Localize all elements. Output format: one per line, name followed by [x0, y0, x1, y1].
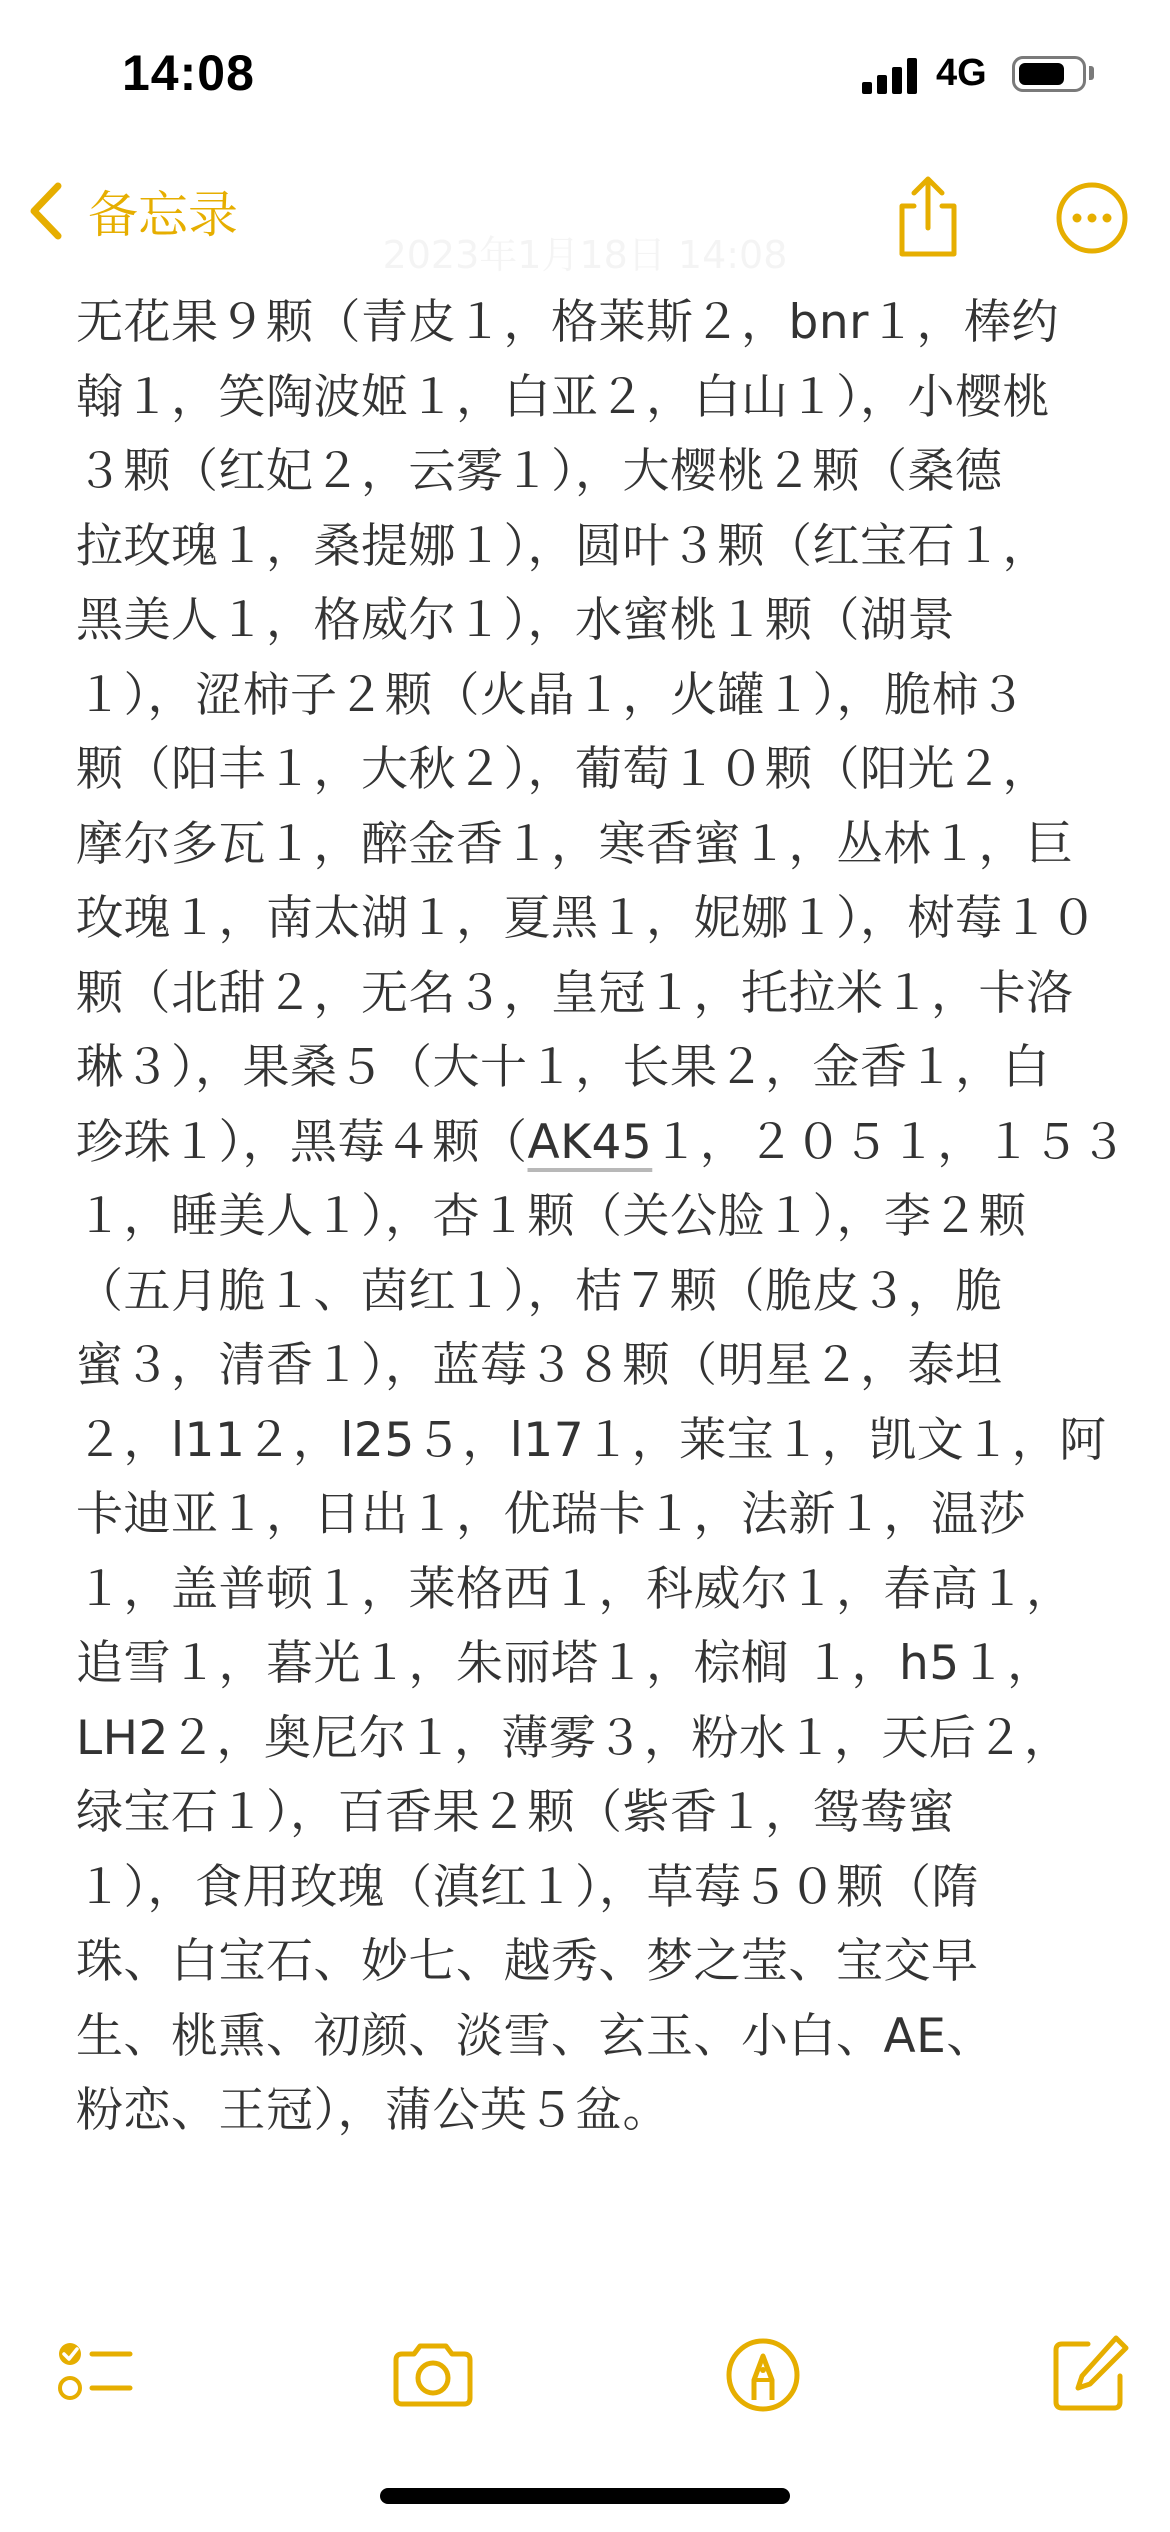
note-line: 拉玫瑰１，桑提娜１），圆叶３颗（红宝石１，	[76, 518, 1050, 574]
note-line: LH2２，奥尼尔１，薄雾３，粉水１，天后２，	[76, 1710, 1072, 1766]
note-line: １，睡美人１），杏１颗（关公脸１），李２颗	[76, 1189, 1027, 1244]
note-line: １），食用玫瑰（滇红１），草莓５０颗（隋	[76, 1859, 979, 1915]
note-text: １，２０５１，１５３	[652, 1114, 1128, 1170]
more-icon[interactable]	[1054, 180, 1130, 256]
home-indicator[interactable]	[380, 2488, 790, 2504]
note-line: 卡迪亚１，日出１，优瑞卡１，法新１，温莎	[76, 1487, 1026, 1542]
note-line: 颗（阳丰１，大秋２），葡萄１０颗（阳光２，	[76, 742, 1050, 797]
note-line	[76, 1106, 1128, 1181]
note-line: 琳３），果桑５（大十１，长果２，金香１，白	[76, 1040, 1050, 1095]
chevron-left-icon	[22, 176, 80, 246]
note-line: 蜜３，清香１），蓝莓３８颗（明星２，泰坦	[76, 1338, 1003, 1393]
compose-icon[interactable]	[1044, 2330, 1134, 2420]
note-line: 黑美人１，格威尔１），水蜜桃１颗（湖景	[76, 593, 955, 648]
detected-link[interactable]: AK45	[527, 1114, 653, 1170]
note-line: 摩尔多瓦１，醉金香１，寒香蜜１，丛林１，巨	[76, 816, 1074, 872]
camera-icon[interactable]	[388, 2330, 478, 2420]
note-date: 2023年1月18日 14:08	[382, 233, 788, 277]
markup-pen-icon[interactable]	[718, 2330, 808, 2420]
status-time: 14:08	[122, 45, 255, 101]
nav-bar	[0, 160, 1170, 277]
note-line: 翰１，笑陶波姬１，白亚２，白山１），小樱桃	[76, 369, 1050, 425]
note-line: １，盖普顿１，莱格西１，科威尔１，春高１，	[76, 1561, 1074, 1617]
battery-level	[1019, 63, 1064, 85]
note-line: １），涩柿子２颗（火晶１，火罐１），脆柿３	[76, 667, 1027, 723]
network-type: 4G	[936, 52, 987, 94]
note-line: 绿宝石１），百香果２颗（紫香１，鸳鸯蜜	[76, 1785, 955, 1840]
note-line: 珠、白宝石、妙七、越秀、梦之莹、宝交早	[76, 1934, 979, 1989]
note-line: ３颗（红妃２，云雾１），大樱桃２颗（桑德	[76, 444, 1003, 499]
share-icon[interactable]	[888, 172, 968, 262]
note-line: 粉恋、王冠），蒲公英５盆。	[76, 2083, 670, 2138]
note-line: 无花果９颗（青皮１，格莱斯２，bnr１，棒约	[76, 295, 1059, 350]
checklist-icon[interactable]	[52, 2330, 142, 2420]
note-line: ２，l11２，l25５，l17１，莱宝１，凯文１，阿	[76, 1412, 1107, 1468]
note-line: 玫瑰１，南太湖１，夏黑１，妮娜１），树莓１０	[76, 891, 1098, 946]
note-text: 珍珠１），黑莓４颗（	[76, 1114, 528, 1170]
bottom-toolbar	[0, 2330, 1170, 2450]
battery-icon	[1012, 56, 1086, 92]
note-line: 颗（北甜２，无名３，皇冠１，托拉米１，卡洛	[76, 965, 1074, 1021]
back-button[interactable]	[22, 174, 238, 248]
note-line: 生、桃熏、初颜、淡雪、玄玉、小白、AE、	[76, 2008, 994, 2064]
back-label: 备忘录	[88, 186, 238, 244]
note-body[interactable]	[76, 286, 1128, 2149]
battery-cap	[1089, 66, 1094, 80]
status-bar	[0, 0, 1170, 150]
note-line: （五月脆１、茵红１），桔７颗（脆皮３，脆	[76, 1263, 1003, 1319]
cellular-signal-icon	[862, 58, 922, 94]
note-line: 追雪１，暮光１，朱丽塔１，棕榈 １，h5１，	[76, 1636, 1055, 1691]
